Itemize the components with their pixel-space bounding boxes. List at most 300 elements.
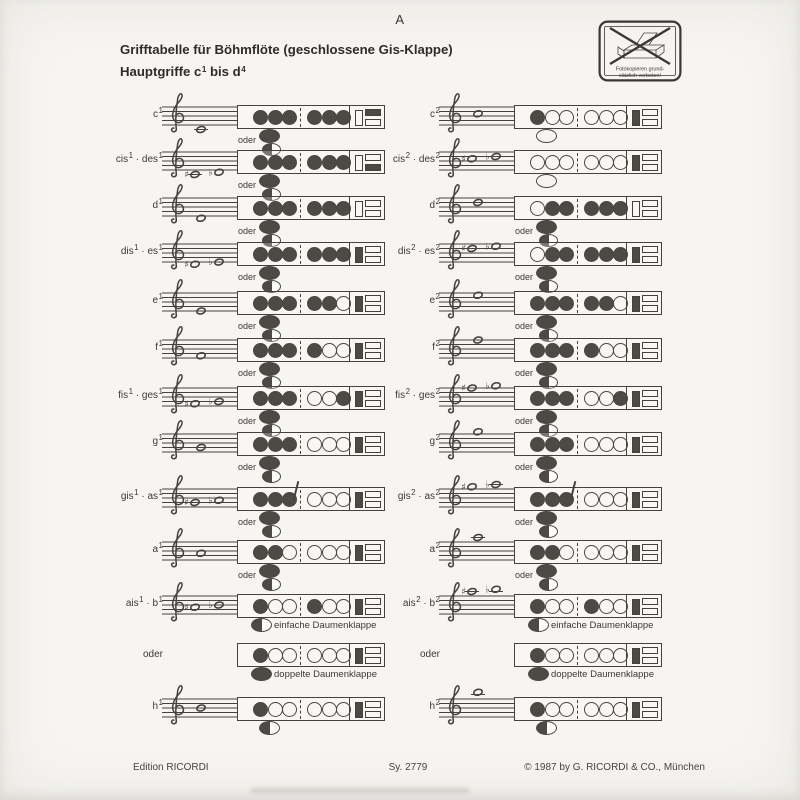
finger-hole-1 [253, 492, 268, 507]
label-superscript: 2 [435, 541, 440, 550]
thumb-area-f2 [514, 361, 694, 389]
note-label-oder-2 [320, 649, 440, 660]
c-roller-key [642, 154, 658, 161]
cis-roller-key [642, 446, 658, 453]
hand-divider [577, 153, 578, 172]
hand-divider [300, 294, 301, 313]
label-superscript: 2 [435, 243, 440, 252]
treble-clef-icon [172, 94, 184, 132]
thumb-key [536, 129, 557, 143]
label-text: es [147, 246, 159, 257]
staff-notation-a2 [435, 520, 516, 578]
thumb-key-group [237, 617, 417, 633]
label-text: e [152, 295, 159, 306]
label-text: c [430, 109, 436, 120]
finger-hole-4 [584, 702, 599, 717]
hand-divider [300, 153, 301, 172]
label-superscript: 2 [435, 488, 440, 497]
label-superscript: 2 [435, 197, 440, 206]
footjoint-divider [626, 151, 627, 173]
label-text: oder [142, 649, 163, 660]
fingering-diagram-gis2-as2 [514, 487, 662, 511]
fingering-diagram-f2 [514, 338, 662, 362]
label-superscript: 2 [411, 488, 416, 497]
finger-hole-3 [559, 599, 574, 614]
finger-hole-2 [545, 545, 560, 560]
finger-hole-2 [268, 201, 283, 216]
label-superscript: 2 [405, 387, 411, 396]
fingering-diagram-cis2-des2 [514, 150, 662, 174]
hand-divider [300, 543, 301, 562]
hand-divider [300, 435, 301, 454]
label-superscript: 2 [435, 106, 440, 115]
finger-hole-2 [268, 110, 283, 125]
oder-label: oder [515, 416, 534, 426]
oder-label: oder [515, 321, 534, 331]
finger-hole-1 [530, 545, 545, 560]
label-superscript: 2 [416, 595, 421, 604]
treble-clef-icon [449, 327, 461, 365]
dis-key [632, 343, 640, 359]
label-superscript: 1 [158, 698, 163, 707]
dis-key [632, 391, 640, 407]
label-text: h [429, 701, 436, 712]
label-superscript: 1 [158, 339, 163, 348]
label-superscript: 1 [158, 106, 163, 115]
cis-roller-key [642, 501, 658, 508]
note-label-dis1-es1 [43, 243, 163, 257]
finger-hole-2 [545, 110, 560, 125]
finger-hole-2 [268, 437, 283, 452]
finger-hole-3 [559, 201, 574, 216]
label-text: · [133, 154, 142, 165]
thumb-key-alt [262, 470, 281, 483]
thumb-area-dis2-es2 [514, 265, 694, 293]
thumb-key-alt [262, 525, 281, 538]
finger-hole-2 [268, 247, 283, 262]
label-text: d [152, 200, 159, 211]
footer-copyright: © 1987 by G. RICORDI & CO., München [524, 762, 705, 773]
finger-hole-1 [253, 296, 268, 311]
finger-hole-5 [599, 343, 614, 358]
accidental: ♯ [461, 481, 466, 493]
finger-hole-4 [584, 296, 599, 311]
note-label-h1 [43, 698, 163, 712]
finger-hole-2 [268, 599, 283, 614]
treble-clef-icon [449, 139, 461, 177]
finger-hole-2 [268, 492, 283, 507]
note-label-d2 [320, 197, 440, 211]
oder-label: oder [238, 462, 257, 472]
treble-clef-icon [172, 375, 184, 413]
finger-hole-5 [599, 599, 614, 614]
finger-hole-4 [584, 648, 599, 663]
thumb-area-oder-1 [237, 666, 417, 694]
thumb-key-group [514, 666, 694, 682]
label-text: ges [418, 390, 436, 401]
note-label-gis2-as2 [320, 488, 440, 502]
fingering-diagram-e2 [514, 291, 662, 315]
finger-hole-5 [599, 201, 614, 216]
finger-hole-3 [559, 296, 574, 311]
dis-key [632, 545, 640, 561]
hand-divider [300, 245, 301, 264]
finger-hole-3 [559, 247, 574, 262]
label-superscript: 1 [158, 387, 163, 396]
finger-hole-1 [253, 437, 268, 452]
label-text: es [424, 246, 436, 257]
fingering-diagram-fis2-ges2 [514, 386, 662, 410]
label-superscript: 1 [201, 65, 207, 74]
finger-hole-1 [253, 391, 268, 406]
finger-hole-2 [545, 155, 560, 170]
thumb-key [251, 618, 272, 632]
note-label-a1 [43, 541, 163, 555]
finger-hole-2 [545, 247, 560, 262]
thumb-key-alt [262, 578, 281, 591]
hand-divider [300, 341, 301, 360]
staff-notation-h1 [158, 677, 239, 735]
fingering-diagram-ais2-b2 [514, 594, 662, 618]
footjoint-divider [626, 106, 627, 128]
treble-clef-icon [172, 583, 184, 621]
label-superscript: 2 [411, 243, 416, 252]
finger-hole-1 [253, 155, 268, 170]
dis-key [632, 247, 640, 263]
label-superscript: 1 [158, 292, 163, 301]
label-text: dis [120, 246, 134, 257]
label-superscript: 1 [158, 595, 163, 604]
finger-hole-1 [530, 492, 545, 507]
fingering-diagram-c2 [514, 105, 662, 129]
finger-hole-3 [559, 391, 574, 406]
label-text: as [147, 491, 159, 502]
oder-label: oder [515, 462, 534, 472]
finger-hole-4 [584, 155, 599, 170]
staff-notation-ais1-b1 [158, 574, 239, 632]
hand-divider [577, 245, 578, 264]
note-label-c2 [320, 106, 440, 120]
accidental: ♭ [485, 241, 490, 253]
finger-hole-1 [253, 702, 268, 717]
label-text: oder [419, 649, 440, 660]
footjoint-divider [626, 387, 627, 409]
finger-hole-2 [545, 702, 560, 717]
hand-divider [577, 543, 578, 562]
treble-clef-icon [449, 94, 461, 132]
finger-hole-2 [268, 155, 283, 170]
label-superscript: 1 [158, 243, 163, 252]
label-text: as [424, 491, 436, 502]
label-text: · [133, 390, 142, 401]
accidental: ♭ [485, 479, 490, 491]
thumb-key [259, 220, 280, 234]
finger-hole-5 [599, 648, 614, 663]
c-roller-key [642, 544, 658, 551]
treble-clef-icon [172, 185, 184, 223]
oder-label: oder [515, 226, 534, 236]
label-text: ais [402, 598, 416, 609]
note-label-a2 [320, 541, 440, 555]
finger-hole-3 [282, 648, 297, 663]
finger-hole-1 [530, 201, 545, 216]
finger-hole-1 [253, 599, 268, 614]
finger-hole-2 [268, 702, 283, 717]
finger-hole-3 [559, 648, 574, 663]
c-roller-key [642, 200, 658, 207]
thumb-key [536, 511, 557, 525]
finger-hole-5 [599, 296, 614, 311]
hand-divider [300, 646, 301, 665]
label-superscript: 4 [241, 65, 246, 74]
fingering-diagram-d2 [514, 196, 662, 220]
finger-hole-3 [559, 545, 574, 560]
thumb-key [259, 721, 280, 735]
note-label-ais1-b1 [43, 595, 163, 609]
finger-hole-1 [530, 155, 545, 170]
thumb-area-gis2-as2 [514, 510, 694, 538]
accidental: ♯ [184, 497, 189, 509]
footjoint-divider [626, 644, 627, 666]
finger-hole-4 [584, 247, 599, 262]
c-roller-key [642, 598, 658, 605]
dis-key [632, 492, 640, 508]
accidental: ♯ [184, 259, 189, 271]
hand-divider [577, 490, 578, 509]
finger-hole-4 [584, 492, 599, 507]
label-text: h [152, 701, 159, 712]
label-text: des [141, 154, 159, 165]
thumb-key [536, 220, 557, 234]
oder-label: oder [238, 321, 257, 331]
finger-hole-1 [530, 343, 545, 358]
finger-hole-2 [545, 599, 560, 614]
cis-roller-key [642, 305, 658, 312]
finger-hole-4 [584, 201, 599, 216]
finger-hole-1 [530, 391, 545, 406]
label-text: · [138, 246, 148, 257]
note-label-h2 [320, 698, 440, 712]
label-text: a [152, 544, 159, 555]
c-roller-key [642, 246, 658, 253]
thumb-key-label: doppelte Daumenklappe [274, 669, 377, 680]
dis-key [632, 648, 640, 664]
label-text: gis [120, 491, 134, 502]
treble-clef-icon [172, 139, 184, 177]
c-roller-key [642, 109, 658, 116]
label-text: b [429, 598, 436, 609]
label-superscript: 2 [435, 387, 440, 396]
accidental: ♯ [461, 383, 466, 395]
label-text: · [415, 246, 425, 257]
label-superscript: 1 [139, 595, 144, 604]
footer-edition: Edition RICORDI [133, 762, 209, 773]
thumb-key [536, 315, 557, 329]
thumb-key [528, 667, 549, 681]
accidental: ♭ [485, 584, 490, 596]
treble-clef-icon [449, 280, 461, 318]
note-label-oder-1 [43, 649, 163, 660]
hand-divider [577, 341, 578, 360]
note-label-f2 [320, 339, 440, 353]
dis-key [632, 296, 640, 312]
accidental: ♭ [485, 151, 490, 163]
label-text: dis [397, 246, 411, 257]
oder-label: oder [238, 226, 257, 236]
note-label-c1 [43, 106, 163, 120]
finger-hole-1 [253, 648, 268, 663]
label-text: d [429, 200, 436, 211]
thumb-key-label: einfache Daumenklappe [274, 620, 377, 631]
label-text: · [143, 598, 153, 609]
dis-key [632, 437, 640, 453]
label-text: des [418, 154, 436, 165]
label-superscript: 1 [158, 197, 163, 206]
finger-hole-4 [584, 343, 599, 358]
cis-roller-key [642, 657, 658, 664]
note-label-f1 [43, 339, 163, 353]
staff-notation-g1 [158, 412, 239, 470]
thumb-area-ais1-b1 [237, 617, 417, 645]
cis-roller-key [642, 164, 658, 171]
treble-clef-icon [449, 421, 461, 459]
oder-label: oder [238, 368, 257, 378]
label-text: fis [118, 390, 129, 401]
thumb-key [536, 266, 557, 280]
thumb-key [536, 174, 557, 188]
c-roller-key [642, 701, 658, 708]
finger-hole-1 [530, 247, 545, 262]
finger-hole-3 [559, 110, 574, 125]
label-superscript: 1 [158, 488, 163, 497]
thumb-key [536, 362, 557, 376]
hand-divider [577, 389, 578, 408]
stamp-cross-icon [610, 28, 670, 64]
label-superscript: 1 [134, 243, 139, 252]
finger-hole-3 [282, 391, 297, 406]
page-title: Grifftabelle für Böhmflöte (geschlossene Gis-Klappe) [120, 42, 453, 57]
note-label-e2 [320, 292, 440, 306]
note-label-ais2-b2 [320, 595, 440, 609]
hand-divider [300, 597, 301, 616]
thumb-key [536, 456, 557, 470]
oder-label: oder [515, 272, 534, 282]
finger-hole-5 [599, 391, 614, 406]
dis-key [632, 702, 640, 718]
finger-hole-3 [559, 437, 574, 452]
label-text: · [420, 598, 430, 609]
note-label-cis1-des1 [43, 151, 163, 165]
accidental: ♭ [208, 167, 213, 179]
cis-roller-key [642, 608, 658, 615]
finger-hole-1 [530, 599, 545, 614]
thumb-key [259, 266, 280, 280]
thumb-area-f1 [237, 361, 417, 389]
staff-notation-a1 [158, 520, 239, 578]
note-label-dis2-es2 [320, 243, 440, 257]
label-text: Hauptgriffe c [120, 64, 202, 79]
stamp-text-line1: Fotokopieren grund- [615, 66, 665, 73]
finger-hole-2 [268, 343, 283, 358]
accidental: ♯ [461, 586, 466, 598]
footjoint-divider [626, 292, 627, 314]
footjoint-divider [626, 433, 627, 455]
note-label-cis2-des2 [320, 151, 440, 165]
finger-hole-5 [599, 110, 614, 125]
treble-clef-icon [172, 421, 184, 459]
finger-hole-4 [584, 391, 599, 406]
label-superscript: 1 [158, 433, 163, 442]
finger-hole-5 [599, 702, 614, 717]
c-roller-key [642, 647, 658, 654]
finger-hole-1 [530, 648, 545, 663]
staff-notation-h2 [435, 677, 516, 735]
finger-hole-1 [253, 247, 268, 262]
finger-hole-2 [545, 391, 560, 406]
hand-divider [577, 294, 578, 313]
c-roller-key [642, 436, 658, 443]
label-superscript: 1 [128, 387, 134, 396]
c-roller-key [642, 390, 658, 397]
label-text: · [410, 390, 419, 401]
treble-clef-icon [449, 476, 461, 514]
oder-label: oder [238, 416, 257, 426]
note-label-fis1-ges1 [43, 387, 163, 401]
oder-label: oder [238, 180, 257, 190]
thumb-area-h1 [237, 720, 417, 748]
note-label-g1 [43, 433, 163, 447]
fingering-diagram-oder-2 [514, 643, 662, 667]
accidental: ♯ [461, 243, 466, 255]
hand-divider [577, 199, 578, 218]
label-text: · [410, 154, 419, 165]
thumb-key-label: doppelte Daumenklappe [551, 669, 654, 680]
label-text: c [153, 109, 159, 120]
label-text: ais [125, 598, 139, 609]
thumb-key [259, 129, 280, 143]
cis-roller-key [642, 711, 658, 718]
finger-hole-3 [282, 296, 297, 311]
label-superscript: 1 [128, 151, 134, 160]
staff-notation-ais2-b2 [435, 574, 516, 632]
treble-clef-icon [449, 185, 461, 223]
staff-notation-gis1-as1 [158, 467, 239, 525]
label-text: f [155, 342, 159, 353]
accidental: ♯ [461, 153, 466, 165]
thumb-key-group [237, 666, 417, 682]
label-text: bis d [206, 64, 241, 79]
thumb-key-label: einfache Daumenklappe [551, 620, 654, 631]
thumb-key [259, 456, 280, 470]
oder-label: oder [515, 368, 534, 378]
cis-roller-key [642, 256, 658, 263]
label-text: ges [141, 390, 159, 401]
treble-clef-icon [172, 327, 184, 365]
staff-notation-gis2-as2 [435, 467, 516, 525]
accidental: ♯ [184, 169, 189, 181]
hand-divider [300, 389, 301, 408]
label-superscript: 1 [158, 541, 163, 550]
hand-divider [300, 108, 301, 127]
fingering-diagram-a2 [514, 540, 662, 564]
cis-roller-key [642, 400, 658, 407]
thumb-area-a1 [237, 563, 417, 591]
finger-hole-2 [268, 545, 283, 560]
finger-hole-5 [599, 155, 614, 170]
accidental: ♭ [485, 380, 490, 392]
finger-hole-1 [530, 437, 545, 452]
label-superscript: 1 [158, 151, 163, 160]
